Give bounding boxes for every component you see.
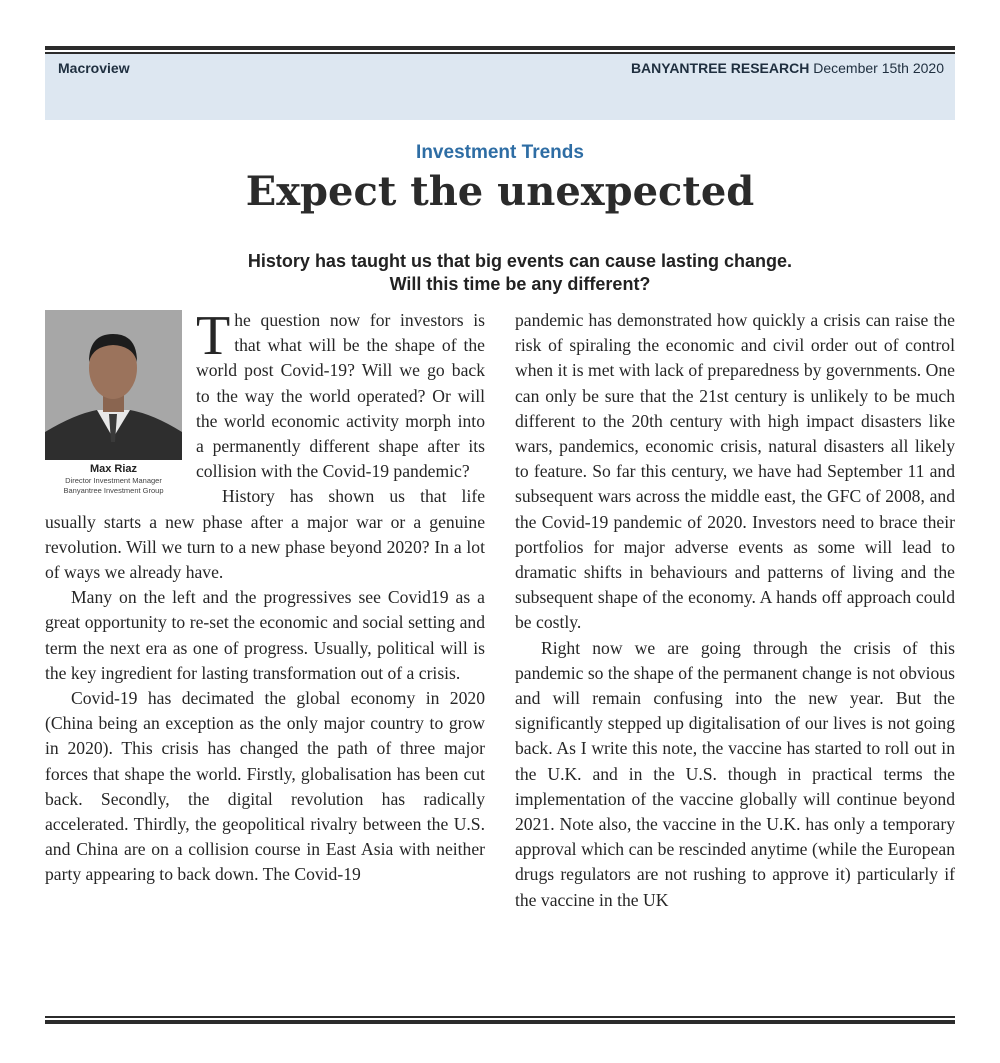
author-photo	[45, 310, 182, 460]
section-name: Macroview	[58, 60, 130, 76]
subheading-line-1: History has taught us that big events can cause lasting change.	[247, 251, 793, 271]
paragraph: he question now for investors is that what will be the shape of the world post Covid-19? Will we go back to the way the world operated? Or will the world economic activity morph into a permanently different shape after its collision with the Covid-19 pandemic?	[196, 310, 485, 482]
author-card	[45, 310, 182, 507]
article-subheading	[150, 250, 890, 296]
issue-date: December 15th 2020	[813, 60, 944, 76]
footer-rule-thin	[45, 1016, 955, 1018]
left-column	[45, 305, 485, 888]
article-category: Investment Trends	[416, 142, 584, 163]
header-rule-thick	[45, 46, 955, 50]
footer-rule-thick	[45, 1020, 955, 1024]
paragraph: Many on the left and the progressives see Covid19 as a great opportunity to re-set the economic and social setting and term the next era as one of progress. Usually, political will is the key ingredient for lasting transformation out of a crisis.	[45, 587, 485, 683]
paragraph: pandemic has demonstrated how quickly a crisis can raise the risk of spiraling the economic and civil order out of control when it is met with lack of preparedness by governments. One can only be sure that the 21st century is unlikely to be much different to the 20th century with high impact disasters like wars, pandemics, economic crisis, natural disasters all likely to feature. So far this century, we have had September 11 and subsequent wars across the middle east, the GFC of 2008, and the Covid-19 pandemic of 2020. Investors need to brace their portfolios for major adverse events as some will lead to dramatic shifts in behaviours and patterns of living and the subsequent shape of the economy. A hands off approach could be costly.	[515, 310, 955, 633]
paragraph: Right now we are going through the crisis of this pandemic so the shape of the permanent change is not obvious and will remain confusing into the new year. But the significantly stepped up digitalisation of our lives is not going back. As I write this note, the vaccine has started to roll out in the U.K. and in the U.S. though in practical terms the implementation of the vaccine globally will continue beyond 2021. Note also, the vaccine in the U.K. has only a temporary approval which can be rescinded anytime (while the European drugs regulators are not rushing to approve it) particularly if the vaccine in the UK	[515, 637, 955, 910]
author-name: Max Riaz	[89, 463, 138, 475]
publisher-date	[631, 60, 944, 76]
article-title: Expect the unexpected	[245, 168, 755, 215]
publisher-name: BANYANTREE RESEARCH	[630, 60, 810, 76]
paragraph: Covid-19 has decimated the global economy in 2020 (China being an exception as the only major country to grow in 2020). This crisis has changed the path of three major forces that shape the world. Firstly, globalisation has been cut back. Secondly, the digital revolution has radically accelerated. Thirdly, the geopolitical rivalry between the U.S. and China are on a collision course in East Asia with neither party appearing to back down. The Covid-19	[45, 688, 485, 885]
author-role: Director Investment Manager	[65, 476, 162, 485]
author-organization: Banyantree Investment Group	[63, 486, 164, 495]
author-portrait-icon	[45, 310, 182, 460]
right-column	[515, 308, 955, 913]
subheading-line-2: Will this time be any different?	[389, 274, 651, 294]
paragraph: History has shown us that life usually starts a new phase after a major war or a genuine revolution. Will we turn to a new phase beyond 2020? In a lot of ways we already have.	[45, 486, 485, 583]
drop-cap: T	[196, 305, 231, 367]
